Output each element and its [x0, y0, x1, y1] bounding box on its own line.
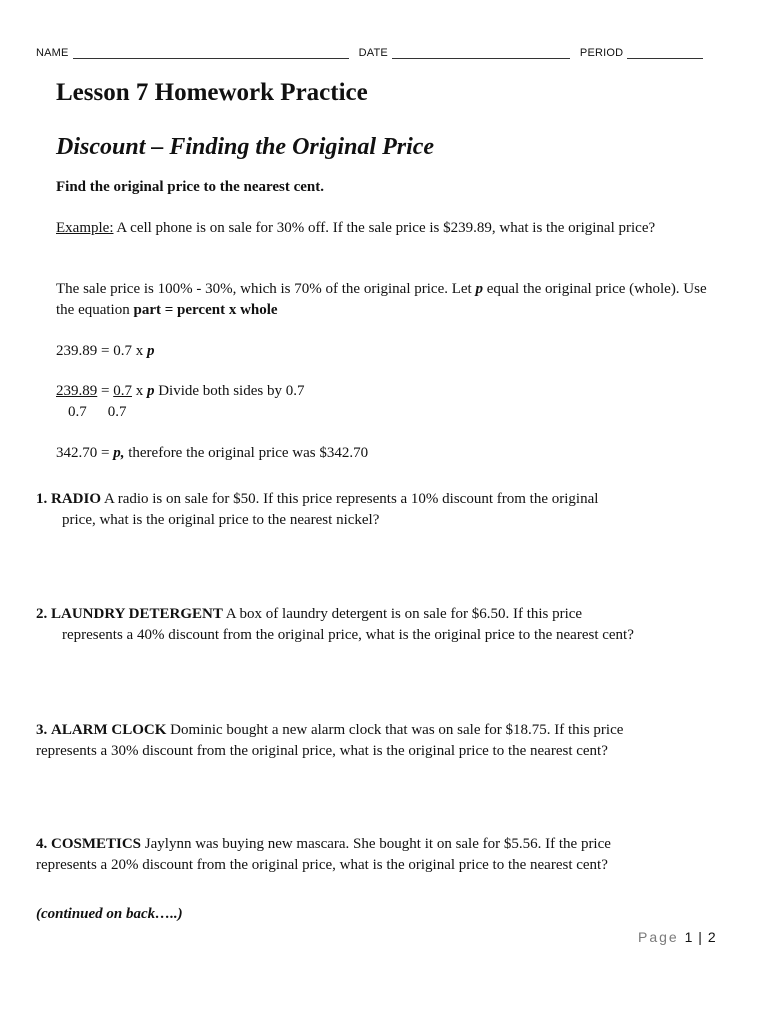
- question-3: [36, 720, 746, 762]
- date-label: DATE: [358, 47, 388, 59]
- equation-step-1: [56, 341, 154, 362]
- eq3-rest: therefore the original price was $342.70: [124, 445, 369, 461]
- question-text-2: represents a 40% discount from the original price, what is the original price to the nearest cent?: [62, 627, 634, 643]
- period-blank[interactable]: [627, 48, 703, 59]
- page-title: Lesson 7 Homework Practice: [56, 79, 368, 106]
- name-label: NAME: [36, 47, 69, 59]
- example-problem: [56, 218, 716, 239]
- question-label: ALARM CLOCK: [51, 722, 167, 738]
- question-label: LAUNDRY DETERGENT: [51, 606, 223, 622]
- question-label: RADIO: [51, 491, 102, 507]
- variable-p: p: [475, 281, 483, 297]
- question-number: 3.: [36, 722, 48, 738]
- question-text: A box of laundry detergent is on sale for $6.50. If this price: [222, 606, 583, 622]
- explain-text-2: equal the original price (whole). Use the equation: [56, 281, 707, 318]
- example-text: A cell phone is on sale for 30% off. If the sale price is $239.89, what is the original price?: [113, 220, 656, 236]
- eq2-note: Divide both sides by 0.7: [154, 383, 305, 399]
- page-subtitle: Discount – Finding the Original Price: [56, 134, 435, 160]
- equation-step-3: [56, 443, 368, 464]
- eq1-left: 239.89 = 0.7 x: [56, 343, 147, 359]
- example-explanation: [56, 279, 726, 321]
- student-info-header: [36, 47, 703, 59]
- period-label: PERIOD: [579, 47, 624, 59]
- question-number: 1.: [36, 491, 48, 507]
- question-4: [36, 834, 746, 876]
- question-text-2: represents a 20% discount from the original price, what is the original price to the nearest cent?: [36, 857, 608, 873]
- example-label: Example:: [56, 220, 114, 236]
- question-text: Jaylynn was buying new mascara. She bought it on sale for $5.56. If the price: [141, 836, 611, 852]
- question-number: 2.: [36, 606, 48, 622]
- eq3-left: 342.70 =: [56, 445, 114, 461]
- question-2: [36, 604, 746, 646]
- date-blank[interactable]: [392, 48, 570, 59]
- question-text: Dominic bought a new alarm clock that was on sale for $18.75. If this price: [166, 722, 624, 738]
- question-text-2: represents a 30% discount from the original price, what is the original price to the nearest cent?: [36, 743, 608, 759]
- explain-text: The sale price is 100% - 30%, which is 70% of the original price. Let: [56, 281, 476, 297]
- eq2-numerator-right: 0.7: [113, 383, 132, 399]
- equation-label: part = percent x whole: [133, 302, 278, 318]
- total-pages: 2: [707, 929, 716, 945]
- equation-step-2: [56, 381, 304, 402]
- instructions: Find the original price to the nearest cent.: [56, 179, 325, 195]
- question-text-2: price, what is the original price to the nearest nickel?: [62, 512, 380, 528]
- eq2-times: x: [131, 383, 147, 399]
- equation-step-2-denominators: [68, 402, 127, 423]
- eq2-denominator-right: 0.7: [107, 404, 127, 420]
- page-separator: |: [698, 929, 702, 945]
- eq3-var: p,: [113, 445, 125, 461]
- current-page: 1: [684, 929, 693, 945]
- question-text: A radio is on sale for $50. If this price represents a 10% discount from the original: [101, 491, 599, 507]
- question-1: [36, 489, 736, 531]
- eq2-numerator: 239.89: [56, 383, 98, 399]
- continued-note: (continued on back…..): [36, 906, 183, 922]
- eq1-var: p: [146, 343, 155, 359]
- page-word: Page: [638, 929, 679, 945]
- eq2-denominator-left: 0.7: [68, 404, 87, 420]
- name-blank[interactable]: [73, 48, 349, 59]
- eq2-equals: =: [97, 383, 114, 399]
- question-label: COSMETICS: [51, 836, 142, 852]
- page-footer: [638, 929, 716, 945]
- eq2-var: p: [146, 383, 155, 399]
- question-number: 4.: [36, 836, 48, 852]
